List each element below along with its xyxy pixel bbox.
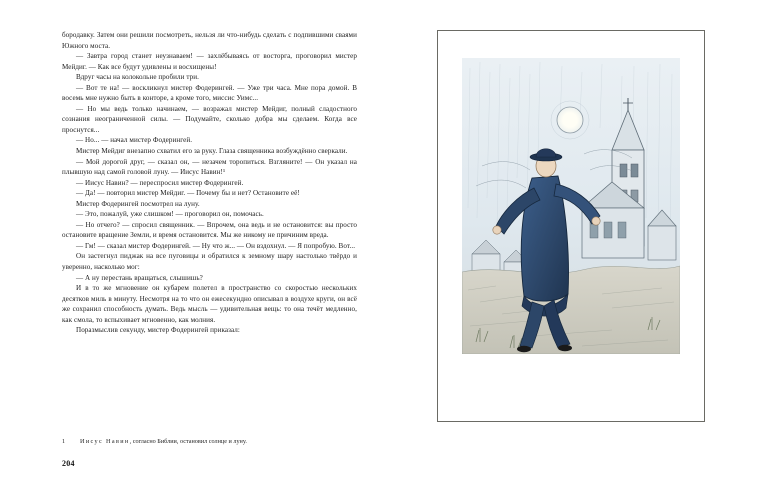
paragraph: И в то же мгновение он кубарем полетел в пространство со скоростью нескольких десятков миль в минуту. Несмотря на то что он ежесекундно описывал в воздухе круги, он всё же сохранил способность думать. Ведь мысль — удивительная вещь: то она течёт медленно, как смола, то вспыхивает мгновенно, как молния. [62, 284, 357, 324]
moon [557, 107, 583, 133]
paragraph: Мистер Мейдиг внезапно схватил его за руку. Глаза священника возбуждённо сверкали. [76, 147, 348, 156]
left-page-body [62, 30, 357, 336]
ground [462, 266, 680, 354]
paragraph: бородавку. Затем они решили посмотреть, нельзя ли что-нибудь сделать с подпившими сваями Южного моста. [62, 31, 357, 50]
page-number: 204 [62, 459, 75, 468]
paragraph: Поразмыслив секунду, мистер Фодерингей приказал: [76, 326, 240, 335]
paragraph: — Это, пожалуй, уже слишком! — проговорил он, помочась. [76, 210, 264, 219]
paragraph: Вдруг часы на колокольне пробили три. [76, 73, 199, 82]
footnote-text [80, 437, 357, 446]
paragraph: — Но отчего? — спросил священник. — Впрочем, она ведь и не остановится: вы просто остановите вращение Земли, и время остановится. Мы же никому не причиним вреда. [62, 220, 357, 240]
paragraph: — Да! — повторил мистер Мейдиг. — Почему бы и нет? Остановите её! [76, 189, 300, 198]
footnote-marker: 1 [62, 438, 66, 445]
illustration-artwork [462, 58, 680, 354]
paragraph: — Но мы ведь только начинаем, — возражал мистер Мейдиг, полный сладостного сознания неограниченной силы. — Подумайте, сколько добра мы сделаем. Когда все проснутся... [62, 104, 357, 134]
footnote-block [62, 437, 357, 446]
footnote-name: Иисус Навин [80, 438, 130, 445]
right-page [385, 0, 770, 488]
paragraph: — Но... — начал мистер Фодерингей. [76, 136, 193, 145]
paragraph: — Мой дорогой друг, — сказал он, — незачем торопиться. Взгляните! — Он указал на плывшую над самой головой луну. — Иисус Навин!¹ [62, 157, 357, 177]
paragraph: Мистер Фодерингей посмотрел на луну. [76, 199, 200, 208]
paragraph: — Завтра город станет неузнаваем! — захлёбываясь от восторга, проговорил мистер Мейдиг. — Как все будут удивлены и восхищены! [62, 52, 357, 71]
paragraph: Он застегнул пиджак на все пуговицы и обратился к земному шару настолько твёрдо и уверенно, насколько мог: [62, 252, 357, 272]
paragraph: — А ну перестань вращаться, слышишь? [76, 273, 203, 282]
paragraph: — Вот те на! — воскликнул мистер Фодерингей. — Уже три часа. Мне пора домой. В восемь мне нужно быть в конторе, а кроме того, миссис Уимс... [62, 83, 357, 103]
paragraph: — Иисус Навин? — переспросил мистер Фодерингей. [76, 178, 244, 187]
paragraph: — Гм! — сказал мистер Фодерингей. — Ну что ж... — Он вздохнул. — Я попробую. Вот... [76, 241, 356, 250]
footnote [62, 437, 357, 446]
footnote-rest: , согласно Библии, остановил солнце и луну. [129, 438, 247, 445]
illustration-frame [437, 30, 705, 422]
illustration [462, 58, 680, 354]
